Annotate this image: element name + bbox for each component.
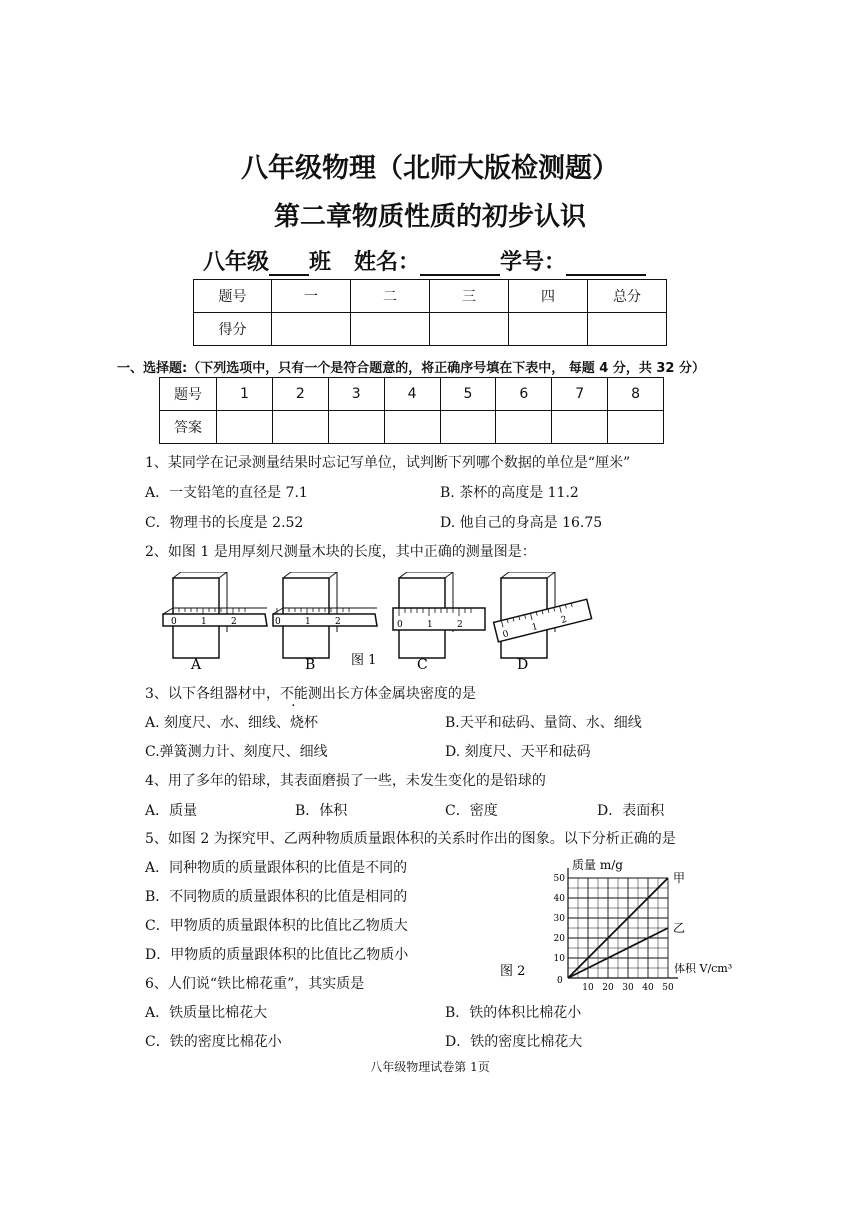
- score-table-header-row: [194, 280, 667, 313]
- question-1-option-a: A．一支铅笔的直径是 7.1: [145, 485, 308, 501]
- score-cell[interactable]: [350, 313, 429, 346]
- ruler-tick-label: 2: [560, 614, 569, 626]
- figure-letter-b: B: [305, 657, 316, 672]
- chapter-subtitle: 第二章物质性质的初步认识: [273, 202, 586, 232]
- question-3-option-a: A. 刻度尺、水、细线、烧杯: [145, 715, 319, 731]
- score-header-cell: 题号: [194, 280, 272, 313]
- ruler-diagram-a: [163, 572, 267, 672]
- student-id-blank[interactable]: [566, 250, 646, 276]
- ruler-tick-label: 2: [335, 617, 341, 627]
- exam-title: 八年级物理（北师大版检测题）: [241, 153, 619, 184]
- answer-cell[interactable]: [272, 411, 328, 444]
- score-cell[interactable]: [429, 313, 508, 346]
- answer-cell[interactable]: [217, 411, 273, 444]
- figure-1-caption: 图 1: [351, 653, 377, 668]
- ruler-tick-label: 0: [171, 617, 177, 627]
- answer-number-cell: 5: [440, 378, 496, 411]
- answer-cell[interactable]: [608, 411, 664, 444]
- student-id-label: 学号：: [500, 250, 567, 275]
- question-4-option-a: A．质量: [145, 803, 198, 819]
- ruler-tick-label: 1: [201, 617, 207, 627]
- chart-y-tick-label: 40: [553, 894, 565, 904]
- answer-table-row: [160, 411, 664, 444]
- answer-number-cell: 1: [217, 378, 273, 411]
- question-3-stem-text: 3、以下各组器材中，: [145, 686, 280, 702]
- chart-x-tick-label: 50: [662, 983, 674, 993]
- ruler-tick-label: 0: [397, 620, 403, 630]
- class-label: 班: [309, 250, 332, 275]
- score-header-cell: 四: [508, 280, 587, 313]
- chart-x-tick-label: 40: [642, 983, 654, 993]
- grade-label: 八年级: [203, 250, 270, 275]
- figure-letter-d: D: [517, 657, 529, 672]
- score-cell[interactable]: [272, 313, 351, 346]
- chart-origin-label: 0: [557, 976, 563, 986]
- answer-cell[interactable]: [328, 411, 384, 444]
- score-table-row: [194, 313, 667, 346]
- answer-table-header-row: [160, 378, 664, 411]
- score-header-cell: 二: [350, 280, 429, 313]
- question-3-option-c: C.弹簧测力计、刻度尺、细线: [145, 744, 328, 760]
- answer-number-cell: 7: [552, 378, 608, 411]
- question-6-option-c: C．铁的密度比棉花小: [145, 1034, 282, 1050]
- answer-number-cell: 3: [328, 378, 384, 411]
- question-3-stem: [145, 683, 476, 703]
- question-1-option-c: C．物理书的长度是 2.52: [145, 515, 304, 531]
- chart-series: [568, 871, 685, 978]
- question-6-option-a: A．铁质量比棉花大: [145, 1005, 268, 1021]
- ruler-diagram-d: [494, 572, 592, 672]
- name-blank[interactable]: [420, 250, 500, 276]
- chart-x-tick-label: 30: [622, 983, 634, 993]
- answer-cell[interactable]: [440, 411, 496, 444]
- question-4-stem: 4、用了多年的铅球，其表面磨损了一些，未发生变化的是铅球的: [145, 773, 546, 789]
- chart-x-axis-label: 体积 V/cm³: [674, 962, 733, 975]
- question-3-emphasis: 不能: [279, 686, 308, 702]
- score-row-label: 得分: [194, 313, 272, 346]
- ruler-tick-label: 0: [501, 629, 510, 641]
- figure-letter-c: C: [417, 657, 428, 672]
- score-header-cell: 三: [429, 280, 508, 313]
- question-3-stem-text: 测出长方体金属块密度的是: [307, 686, 476, 702]
- chart-y-tick-label: 50: [553, 874, 565, 884]
- question-1-option-b: B. 茶杯的高度是 11.2: [440, 485, 579, 501]
- figure-letter-a: A: [191, 657, 202, 672]
- ruler-tick-label: 2: [457, 620, 463, 630]
- question-4-option-d: D．表面积: [597, 803, 665, 819]
- question-6-option-b: B．铁的体积比棉花小: [445, 1005, 582, 1021]
- answer-number-cell: 6: [496, 378, 552, 411]
- class-blank[interactable]: [269, 250, 309, 276]
- question-4-option-b: B．体积: [295, 803, 348, 819]
- question-5-option-d: D．甲物质的质量跟体积的比值比乙物质小: [145, 947, 409, 963]
- question-5-stem: 5、如图 2 为探究甲、乙两种物质质量跟体积的关系时作出的图象。以下分析正确的是: [145, 831, 676, 847]
- question-5-option-b: B．不同物质的质量跟体积的比值是相同的: [145, 889, 408, 905]
- score-table: [193, 279, 667, 346]
- question-3-option-d: D. 刻度尺、天平和砝码: [445, 744, 591, 760]
- ruler-tick-label: 2: [231, 617, 237, 627]
- question-2-stem: 2、如图 1 是用厚刻尺测量木块的长度，其中正确的测量图是：: [145, 544, 536, 560]
- chart-y-tick-label: 20: [553, 934, 565, 944]
- answer-cell[interactable]: [496, 411, 552, 444]
- answer-header-label: 题号: [160, 378, 217, 411]
- ruler-diagram-c: [393, 572, 485, 672]
- chart-x-tick-label: 10: [582, 983, 594, 993]
- answer-row-label: 答案: [160, 411, 217, 444]
- answer-cell[interactable]: [384, 411, 440, 444]
- question-5-option-c: C．甲物质的质量跟体积的比值比乙物质大: [145, 918, 408, 934]
- question-3-option-b: B.天平和砝码、量筒、水、细线: [445, 715, 642, 731]
- figure-2-mass-volume-chart: [496, 855, 746, 995]
- question-1-option-d: D. 他自己的身高是 16.75: [440, 515, 603, 531]
- question-6-option-d: D．铁的密度比棉花大: [445, 1034, 583, 1050]
- chart-y-tick-label: 30: [553, 914, 565, 924]
- chart-series-label: 甲: [673, 871, 686, 885]
- score-header-cell: 总分: [587, 280, 666, 313]
- score-cell[interactable]: [508, 313, 587, 346]
- score-cell[interactable]: [587, 313, 666, 346]
- name-label: 姓名：: [354, 250, 421, 275]
- ruler-tick-label: 1: [530, 622, 539, 634]
- score-header-cell: 一: [272, 280, 351, 313]
- chart-x-tick-label: 20: [602, 983, 614, 993]
- student-info-line: [203, 245, 646, 276]
- answer-number-cell: 4: [384, 378, 440, 411]
- answer-table: [159, 377, 664, 444]
- answer-number-cell: 8: [608, 378, 664, 411]
- chart-series-label: 乙: [673, 921, 686, 935]
- chart-y-axis-label: 质量 m/g: [572, 858, 623, 872]
- answer-number-cell: 2: [272, 378, 328, 411]
- question-4-option-c: C．密度: [445, 803, 498, 819]
- question-6-stem: 6、人们说“铁比棉花重”，其实质是: [145, 976, 365, 992]
- question-5-option-a: A．同种物质的质量跟体积的比值是不同的: [145, 860, 408, 876]
- answer-cell[interactable]: [552, 411, 608, 444]
- page-footer: 八年级物理试卷第 1页: [370, 1060, 490, 1074]
- chart-caption: 图 2: [500, 964, 526, 979]
- figure-1-rulers: [155, 572, 615, 672]
- section-heading: 一、选择题:（下列选项中，只有一个是符合题意的，将正确序号填在下表中， 每题 4 分，共 32 分）: [117, 361, 705, 376]
- ruler-tick-label: 0: [275, 617, 281, 627]
- question-1-stem: 1、某同学在记录测量结果时忘记写单位，试判断下列哪个数据的单位是“厘米”: [145, 455, 631, 471]
- ruler-tick-label: 1: [427, 620, 433, 630]
- chart-y-tick-label: 10: [553, 954, 565, 964]
- ruler-tick-label: 1: [305, 617, 311, 627]
